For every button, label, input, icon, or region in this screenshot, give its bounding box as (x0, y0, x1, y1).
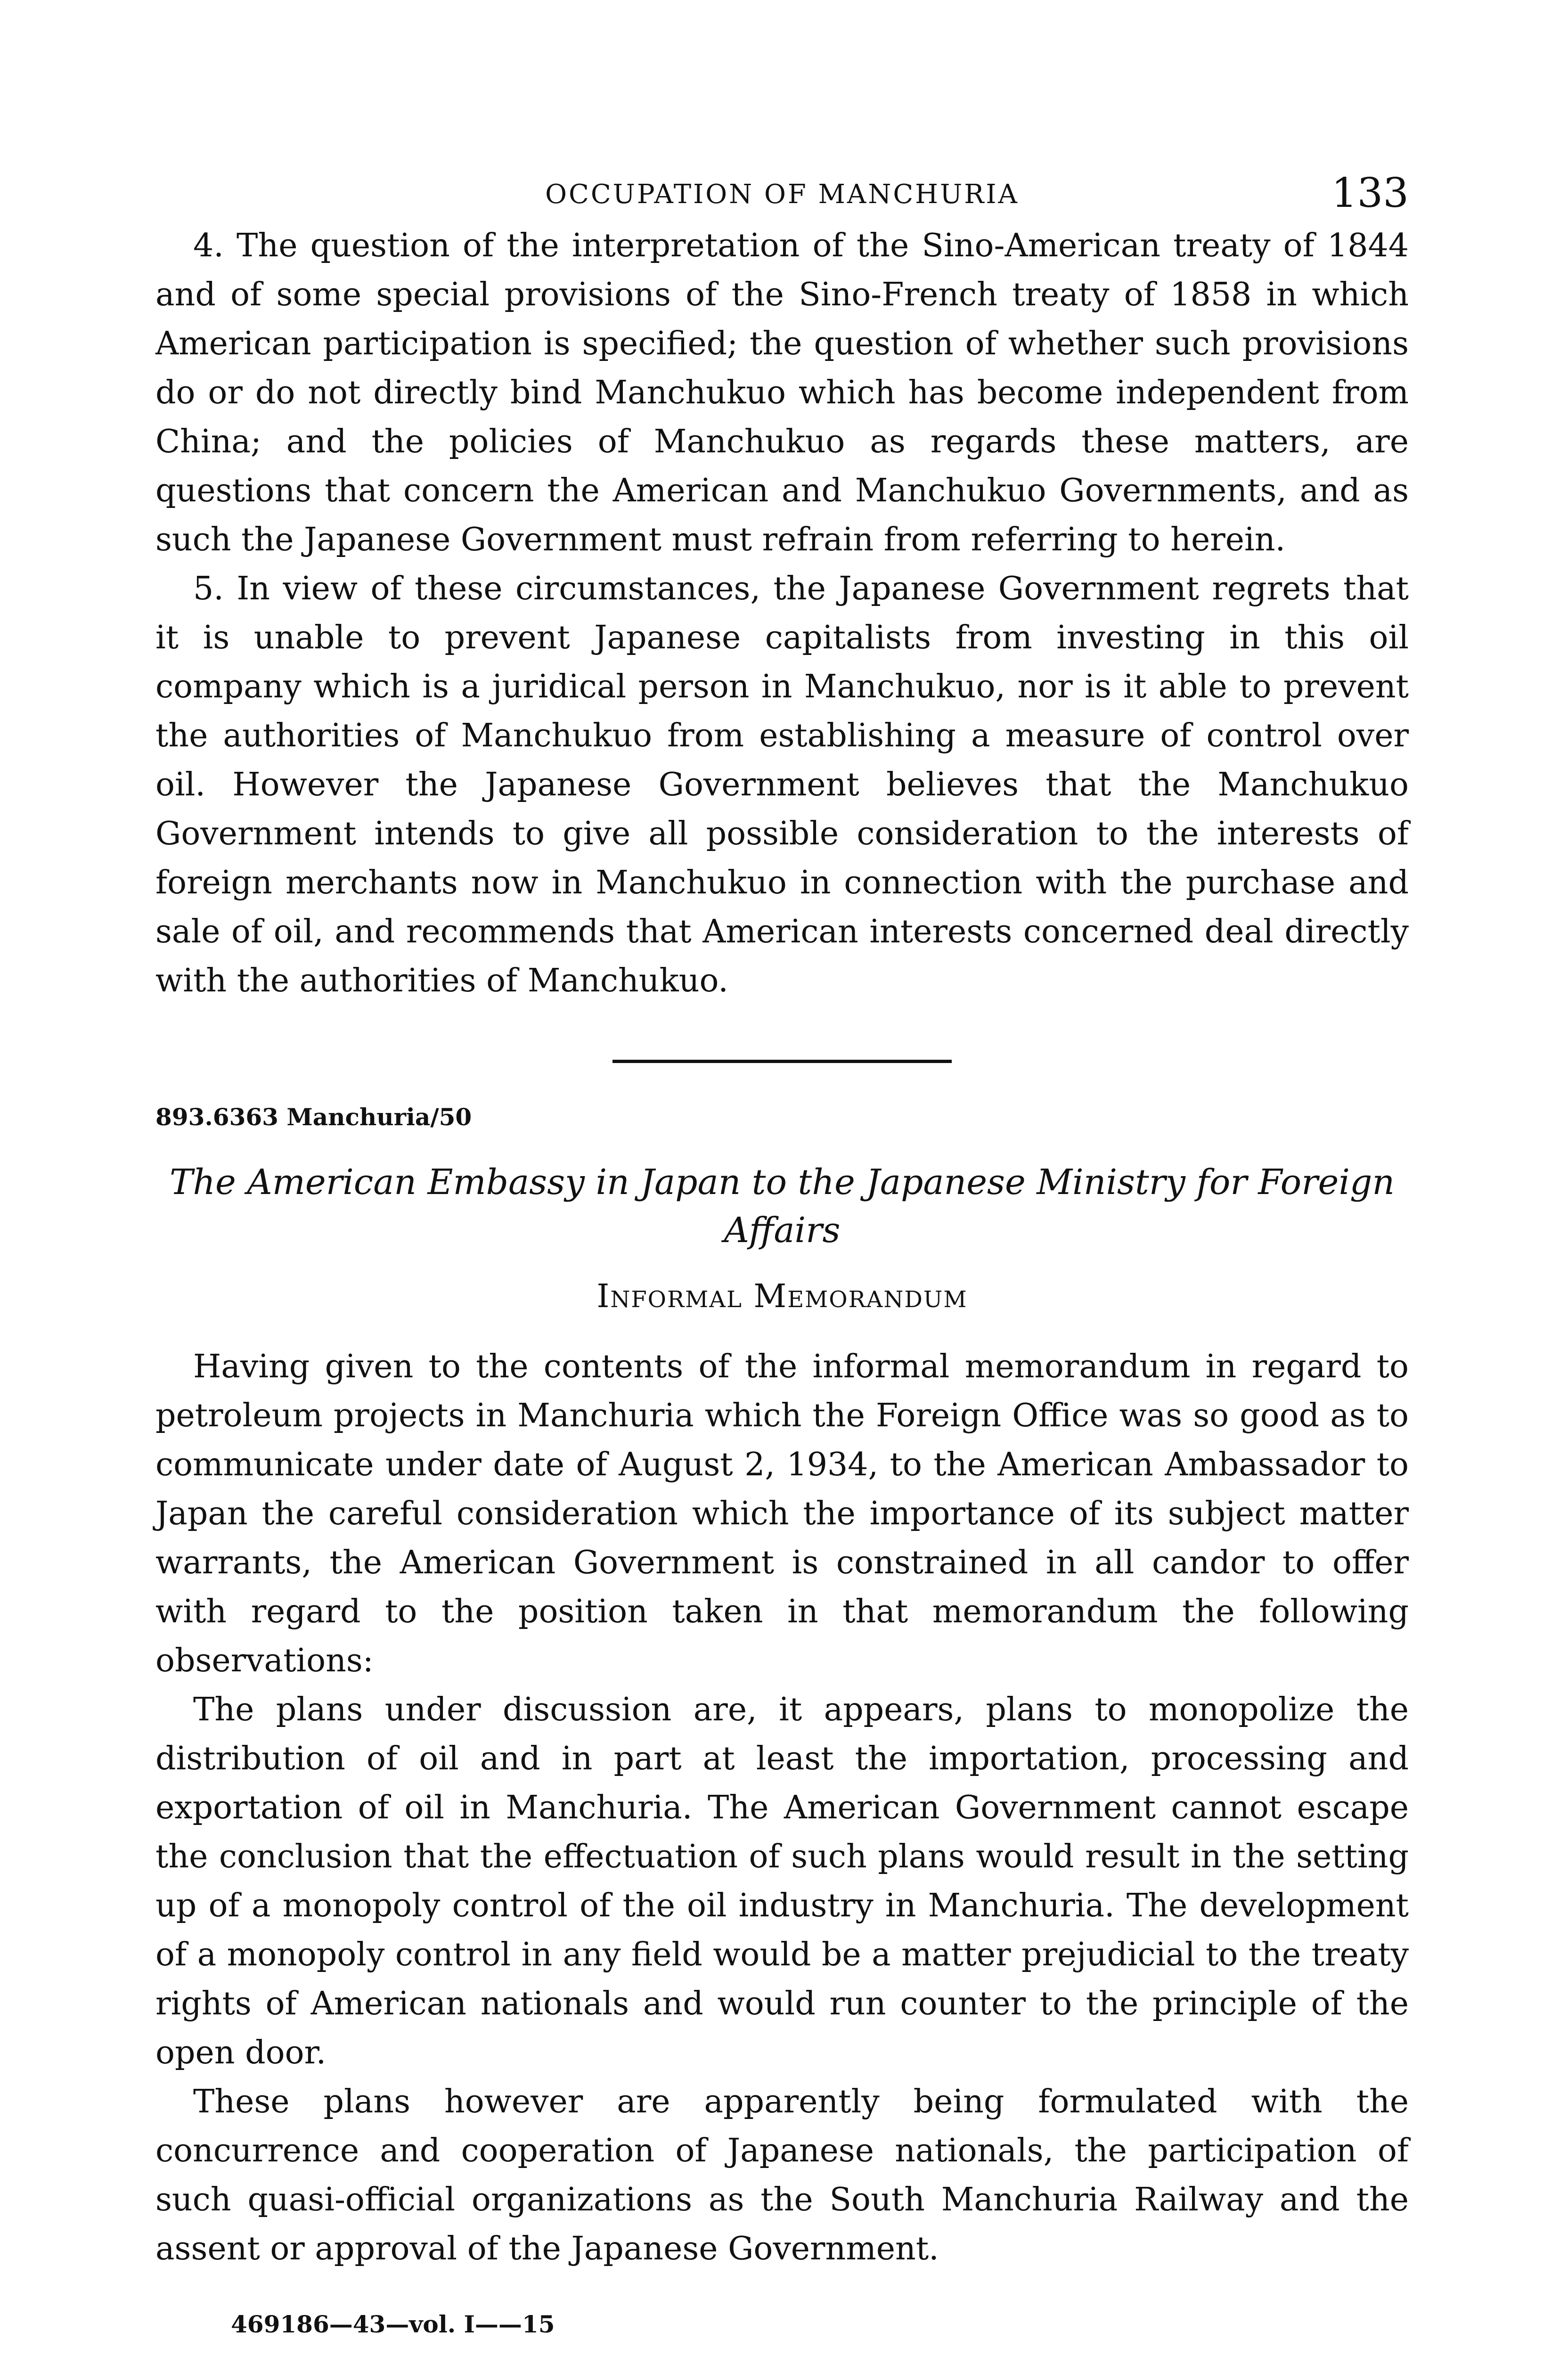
memorandum-title: Informal Memorandum (596, 1278, 968, 1315)
memo-paragraph-3: These plans however are apparently being formulated with the concurrence and cooperation of Japanese nationals, the participation of such quasi-official organizations as the South Manchuria Railway and the assent or approval of the Japanese Government. (155, 2083, 1409, 2267)
section-divider (612, 1060, 952, 1063)
running-head (155, 170, 1409, 221)
memo-paragraph-1: Having given to the contents of the informal memorandum in regard to petroleum projects in Manchuria which the Foreign Office was so good as to communicate under date of August 2, 1934, to the American Ambassador to Japan the careful consideration which the importance of its subject matter warrants, the American Government is constrained in all candor to offer with regard to the position taken in that memorandum the following observations: (155, 1348, 1409, 1679)
file-number: 893.6363 Manchuria/50 (155, 1103, 472, 1131)
print-reference-note: 469186—43—vol. I——15 (231, 2310, 555, 2338)
running-title: OCCUPATION OF MANCHURIA (545, 179, 1019, 210)
memo-paragraph-2: The plans under discussion are, it appears, plans to monopolize the distribution of oil and in part at least the importation, processing and exportation of oil in Manchuria. The American Government cannot escape the conclusion that the effectuation of such plans would result in the setting up of a monopoly control of the oil industry in Manchuria. The development of a monopoly control in any field would be a matter prejudicial to the treaty rights of American nationals and would run counter to the principle of the open door. (155, 1691, 1409, 2071)
document-page (155, 170, 1409, 2356)
page-number: 133 (1331, 170, 1409, 217)
paragraph-4: 4. The question of the interpretation of the Sino-American treaty of 1844 and of some special provisions of the Sino-French treaty of 1858 in which American participation is specified; the question of whether such provisions do or do not directly bind Manchukuo which has become independent from China; and the policies of Manchukuo as regards these matters, are questions that concern the American and Manchukuo Governments, and as such the Japanese Government must refrain from referring to herein. (155, 227, 1409, 558)
document-heading: The American Embassy in Japan to the Japanese Ministry for Foreign Affairs (169, 1162, 1395, 1251)
paragraph-5: 5. In view of these circumstances, the Japanese Government regrets that it is unable to prevent Japanese capitalists from investing in this oil company which is a juridical person in Manchukuo, nor is it able to prevent the authorities of Manchukuo from establishing a measure of control over oil. However the Japanese Government believes that the Manchukuo Government intends to give all possible consideration to the interests of foreign merchants now in Manchukuo in connection with the purchase and sale of oil, and recommends that American interests concerned deal directly with the authorities of Manchukuo. (155, 570, 1409, 999)
